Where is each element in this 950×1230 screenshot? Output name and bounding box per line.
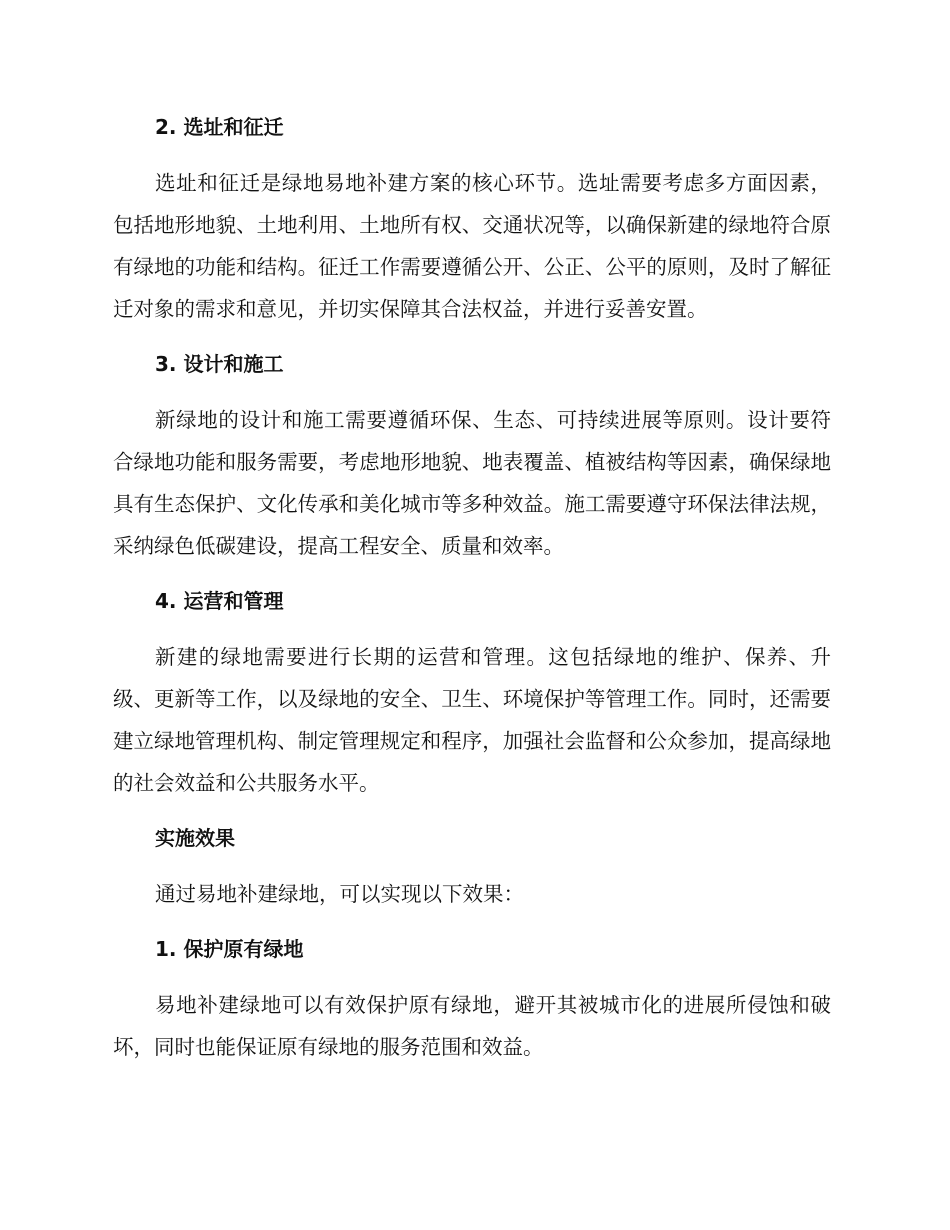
section-body-implementation-effects: 通过易地补建绿地，可以实现以下效果： — [155, 882, 524, 906]
section-heading-design-construction: 3. 设计和施工 — [155, 352, 284, 376]
section-heading-protect-green: 1. 保护原有绿地 — [155, 937, 304, 961]
section-body-design-construction: 新绿地的设计和施工需要遵循环保、生态、可持续进展等原则。设计要符合绿地功能和服务需要，考虑地形地貌、地表覆盖、植被结构等因素，确保绿地具有生态保护、文化传承和美化城市等多种效益。施工需要遵守环保法律法规，采纳绿色低碳建设，提高工程安全、质量和效率。 — [113, 408, 831, 558]
section-heading-implementation-effects: 实施效果 — [155, 826, 235, 850]
section-heading-operation-management: 4. 运营和管理 — [155, 589, 284, 613]
section-body-site-selection: 选址和征迁是绿地易地补建方案的核心环节。选址需要考虑多方面因素，包括地形地貌、土地利用、土地所有权、交通状况等，以确保新建的绿地符合原有绿地的功能和结构。征迁工作需要遵循公开、公正、公平的原则，及时了解征迁对象的需求和意见，并切实保障其合法权益，并进行妥善安置。 — [113, 171, 831, 321]
document-content — [113, 110, 831, 1068]
section-body-operation-management: 新建的绿地需要进行长期的运营和管理。这包括绿地的维护、保养、升级、更新等工作，以及绿地的安全、卫生、环境保护等管理工作。同时，还需要建立绿地管理机构、制定管理规定和程序，加强社会监督和公众参加，提高绿地的社会效益和公共服务水平。 — [113, 645, 831, 795]
section-heading-site-selection: 2. 选址和征迁 — [155, 115, 284, 139]
section-body-protect-green: 易地补建绿地可以有效保护原有绿地，避开其被城市化的进展所侵蚀和破坏，同时也能保证原有绿地的服务范围和效益。 — [113, 993, 831, 1059]
